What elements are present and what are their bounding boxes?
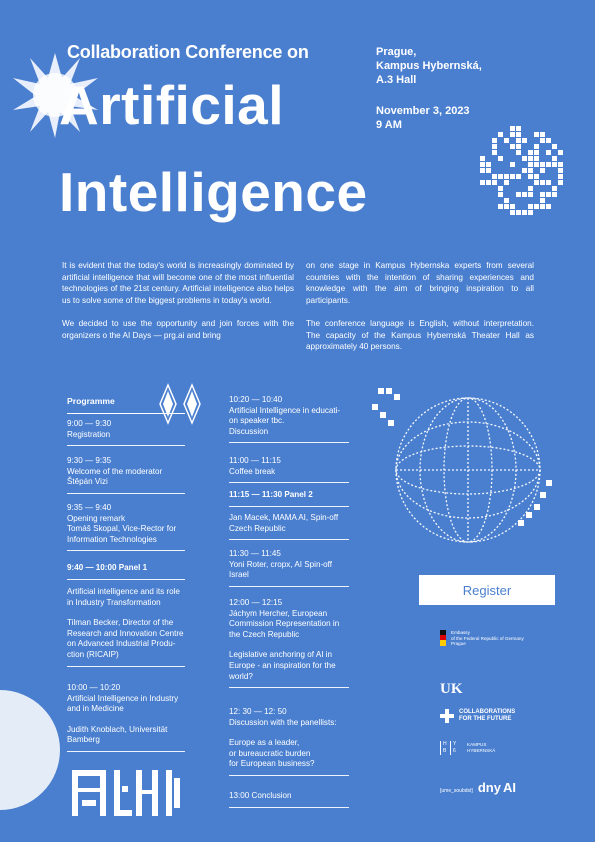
programme-line: Opening remark — [67, 513, 126, 523]
venue-line: Kampus Hybernská, — [376, 60, 482, 72]
programme-line: Welcome of the moderator — [67, 466, 163, 476]
programme-item — [229, 707, 349, 776]
conference-subtitle: Collaboration Conference on — [67, 42, 309, 62]
programme-line: Research and Innovation Centre — [67, 628, 184, 638]
programme-line: Discussion with the panellists: — [229, 717, 337, 727]
title-line-1: Artificial — [59, 74, 285, 136]
kampus-mark: B — [443, 748, 447, 754]
dny-ai-logo — [440, 780, 516, 795]
kampus-mark: H — [443, 741, 447, 747]
collaborations-logo — [440, 709, 515, 723]
time-line: 9 AM — [376, 119, 402, 131]
venue-info — [376, 45, 482, 87]
pixel-cluster-graphic — [474, 126, 564, 216]
title-line-2: Intelligence — [59, 161, 368, 223]
venue-line: A.3 Hall — [376, 74, 417, 86]
programme-line: Jan Macek, MAMA AI, Spin-off — [229, 513, 339, 522]
kampus-mark: 6 — [450, 748, 459, 755]
embassy-text: Embassy — [451, 630, 470, 635]
programme-item — [229, 456, 349, 483]
register-button[interactable]: Register — [419, 575, 555, 605]
programme-line: Artificial Intelligence in Industry — [67, 693, 179, 703]
programme-item — [229, 598, 349, 688]
programme-line — [67, 715, 185, 725]
programme-line: Artificial intelligence and its role — [67, 587, 180, 596]
programme-line: 11:00 — 11:15 — [229, 456, 281, 465]
programme-line: 9:30 — 9:35 — [67, 456, 112, 465]
programme-item — [229, 791, 349, 808]
programme-line: Information Technologies — [67, 534, 157, 544]
programme-line: Europe as a leader, — [229, 738, 300, 748]
programme-heading: Programme — [67, 396, 185, 414]
programme-line: 12:00 — 12:15 — [229, 598, 283, 607]
embassy-text: of the Federal Republic of Germany — [451, 635, 524, 641]
programme-line: on speaker tbc. — [229, 416, 285, 426]
programme-item — [67, 587, 185, 667]
programme-line: Štěpán Vizi — [67, 477, 108, 487]
programme-line: for European business? — [229, 759, 315, 769]
dny-prefix: [ume_soubdst] — [440, 788, 473, 794]
programme-line: Europe - an inspiration for the — [229, 660, 336, 670]
programme-line: Commission Representation in — [229, 619, 340, 629]
programme-item — [67, 419, 185, 446]
collab-text: FOR THE FUTURE — [459, 716, 512, 722]
programme-item — [67, 563, 185, 580]
programme-line: Tomáš Skopal, Vice-Rector for — [67, 524, 177, 534]
programme-item — [229, 549, 349, 587]
programme-line: 12: 30 — 12: 50 — [229, 707, 287, 716]
dny-ai-text: AI — [502, 780, 516, 795]
venue-line: Prague, — [376, 46, 417, 58]
programme-item — [67, 503, 185, 551]
halftone-circle-graphic — [0, 690, 60, 810]
globe-graphic — [368, 380, 558, 555]
date-line: November 3, 2023 — [376, 105, 470, 117]
programme-line: Coffee break — [229, 466, 276, 476]
embassy-logo — [440, 630, 524, 647]
programme-item — [229, 513, 349, 540]
programme-line: Jáchym Hercher, European — [229, 608, 328, 618]
intro-left-column — [62, 260, 294, 353]
programme-line: ction (RICAIP) — [67, 649, 119, 659]
programme-line — [229, 640, 349, 650]
programme-line: 9:40 — 10:00 Panel 1 — [67, 563, 148, 572]
programme-line: 11:15 — 11:30 Panel 2 — [229, 490, 313, 499]
programme-line: 9:35 — 9:40 — [67, 503, 112, 512]
programme-line: the Czech Republic — [229, 629, 300, 639]
programme-line: Tilman Becker, Director of the — [67, 618, 174, 628]
cross-icon — [440, 709, 454, 723]
embassy-text: Prague — [451, 641, 466, 647]
programme-line — [229, 728, 349, 738]
programme-line: Legislative anchoring of AI in — [229, 650, 333, 660]
date-info — [376, 104, 470, 132]
programme-line: 13:00 Conclusion — [229, 791, 292, 800]
intro-paragraph: The conference language is English, without interpretation. The capacity of the Kampus Hybernská Theater Hall as approximately 40 persons. — [306, 319, 534, 351]
collab-text: COLLABORATIONS — [459, 709, 516, 715]
programme-line: Yoni Roter, cropx, AI Spin-off — [229, 559, 333, 569]
programme-line: Judith Knoblach, Universität — [67, 724, 168, 734]
programme-line: Registration — [67, 429, 111, 439]
intro-paragraph: We decided to use the opportunity and join forces with the organizers o the AI Days — prg.ai and bring — [62, 319, 294, 340]
pixel-blocks-graphic — [72, 770, 182, 816]
programme-item — [67, 683, 185, 752]
programme-line: in Industry Transformation — [67, 597, 161, 607]
programme-line: 9:00 — 9:30 — [67, 419, 112, 428]
kampus-text: KAMPUS — [467, 742, 487, 747]
kampus-mark: Y — [450, 741, 459, 748]
programme-line — [67, 608, 185, 618]
intro-paragraph: It is evident that the today's world is increasingly dominated by artificial intelligence that will become one of the most influential technologies of the 21st century. Artificial intelligence also helps us to solve some of the biggest problems in today's world. — [62, 261, 294, 305]
programme-line: Czech Republic — [229, 523, 286, 533]
programme-item — [67, 456, 185, 494]
uk-logo: UK — [440, 681, 463, 697]
programme-line: and in Medicine — [67, 704, 124, 714]
programme-line: Discussion — [229, 426, 269, 436]
kampus-hybernska-logo — [440, 741, 495, 755]
programme-line: 11:30 — 11:45 — [229, 549, 281, 558]
programme-item — [229, 395, 349, 443]
kampus-text: HYBERNSKÁ — [467, 748, 496, 753]
programme-line: 10:00 — 10:20 — [67, 683, 121, 692]
programme-line: world? — [229, 671, 253, 681]
dny-text: dny — [477, 780, 501, 795]
programme-item — [229, 490, 349, 507]
german-flag-icon — [440, 630, 446, 646]
programme-line: Israel — [229, 570, 249, 580]
programme-line: or bureaucratic burden — [229, 748, 311, 758]
programme-line: Artificial Intelligence in educati- — [229, 405, 341, 415]
programme-line: 10:20 — 10:40 — [229, 395, 283, 404]
intro-right-column — [306, 260, 534, 365]
programme-line: on Advanced Industrial Produ- — [67, 639, 176, 649]
intro-paragraph: on one stage in Kampus Hybernska experts from several countries with the intention of sharing experiences and knowledge with the aim of bringing inspiration to all participants. — [306, 261, 534, 305]
programme-line: Bamberg — [67, 735, 100, 745]
